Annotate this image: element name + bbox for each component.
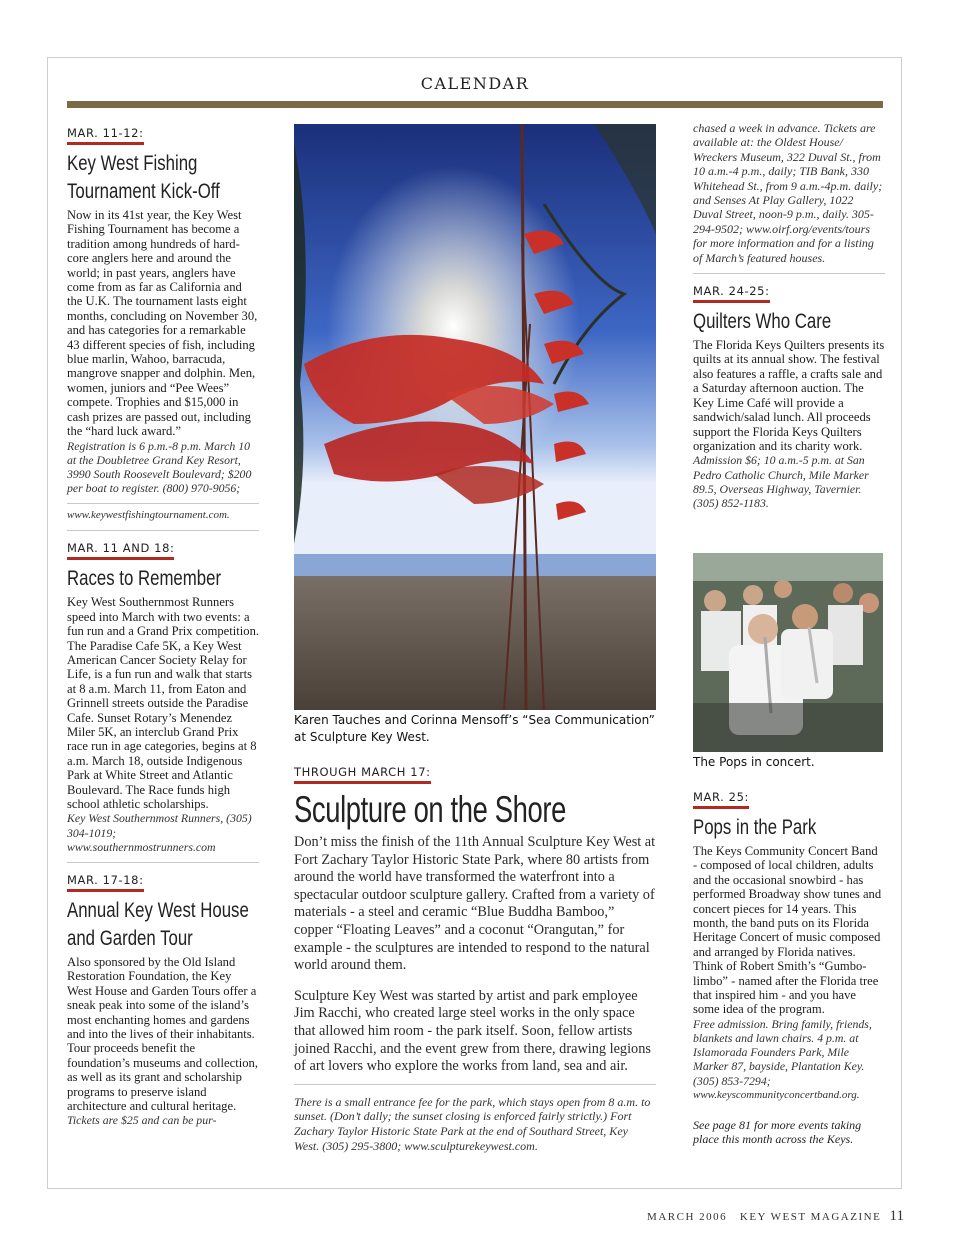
event-details: Tickets are $25 and can be pur-: [67, 1113, 217, 1128]
photo-caption: Karen Tauches and Corinna Mensoff’s “Sea Communication” at Sculpture Key West.: [294, 713, 655, 744]
event-date: MAR. 11-12:: [67, 126, 144, 145]
see-more-note: See page 81 for more events taking place this month across the Keys.: [693, 1117, 862, 1147]
event-url[interactable]: www.keywestfishingtournament.com.: [67, 509, 230, 522]
event-house-garden-tour: [67, 871, 259, 1128]
sculpture-photo-image: [294, 124, 656, 710]
event-pops: [693, 788, 885, 1102]
feature-paragraph: Sculpture Key West was started by artist and park employee Jim Racchi, who created large steel works in the only space that allowed him room - the park itself. Soon, fellow artists joined Racchi, and the event grew from there, drawing legions of art lovers who explore the works from land, sea and air.: [294, 987, 651, 1075]
event-body: The Florida Keys Quilters presents its quilts at its annual show. The festival also features a raffle, a crafts sale and a Saturday afternoon auction. The Key Lime Café will provide a sandwich/salad lunch. All proceeds support the Florida Keys Quilters organization and its charity work.: [693, 338, 885, 453]
photo-caption: The Pops in concert.: [693, 755, 815, 769]
feature-details: There is a small entrance fee for the park, which stays open from 8 a.m. to sunset. (Don’t dally; the sunset closing is enforced fairly strictly.) Fort Zachary Taylor Historic State Park at the end of Southard Street, Key West. (305) 295-3800; www.sculpturekeywest.com.: [294, 1094, 651, 1153]
event-title: Races to Remember: [67, 567, 222, 591]
continued-details: chased a week in advance. Tickets are available at: the Oldest House/ Wreckers Museum, 322 Duval St., from 10 a.m.-4 p.m., daily; TIB Bank, 330 Whitehead St., from 9 a.m.-4p.m. daily; and Senses At Play Gallery, 1022 Duval Street, noon-9 p.m., daily. 305-294-9502; www.oirf.org/events/tours for more information and for a listing of March’s featured houses.: [693, 121, 883, 265]
event-title: Key West Fishing Tournament Kick-Off: [67, 152, 220, 203]
event-date: MAR. 11 AND 18:: [67, 541, 174, 560]
sculpture-photo: [294, 124, 656, 710]
event-body: The Keys Community Concert Band - composed of local children, adults and the occasional snowbird - has performed Broadway show tunes and concert pieces for 14 years. This month, the band puts on its Florida Heritage Concert of music composed and arranged by Florida natives. Think of Robert Smith’s “Gumbo-limbo” - named after the Florida tree that inspired him - and you have some idea of the program.: [693, 844, 882, 1017]
event-races: [67, 539, 259, 854]
event-details: Admission $6; 10 a.m.-5 p.m. at San Pedro Catholic Church, Mile Marker 89.5, Overseas Highway, Tavernier. (305) 852-1183.: [693, 453, 869, 510]
event-quilters: [693, 282, 885, 510]
footer-magazine: KEY WEST MAGAZINE: [739, 1211, 882, 1223]
right-column-lower: [693, 754, 885, 1147]
feature-paragraph: Don’t miss the finish of the 11th Annual Sculpture Key West at Fort Zachary Taylor Historic State Park, where 80 artists from around the world have transformed the waterfront into a spectacular outdoor sculpture gallery. Crafted from a variety of materials - a steel and ceramic “Blue Buddha Bamboo,” copper “Floating Leaves” and a coconut “Orangutan,” for example - the sculptures are intended to respond to the natural world around them.: [294, 834, 656, 974]
pops-photo-image: [693, 553, 883, 752]
event-details: Free admission. Bring family, friends, blankets and lawn chairs. 4 p.m. at Islamorada Founders Park, Mile Marker 87, bayside, Plantation Key. (305) 853-7294;: [693, 1016, 872, 1088]
center-column: [294, 712, 656, 1153]
page-number: 11: [889, 1208, 904, 1224]
right-column: [693, 121, 885, 510]
feature-title: Sculpture on the Shore: [294, 789, 566, 830]
page-footer: [647, 1208, 904, 1225]
event-details: Key West Southernmost Runners, (305) 304-1019; www.southernmostrunners.com: [67, 811, 252, 854]
event-details: Registration is 6 p.m.-8 p.m. March 10 at the Doubletree Grand Key Resort, 3990 South Roosevelt Boulevard; $200 per boat to register. (800) 970-9056;: [67, 438, 252, 496]
event-fishing-tournament: [67, 124, 259, 522]
pops-photo: [693, 553, 883, 752]
event-body: Now in its 41st year, the Key West Fishing Tournament has become a tradition among hundreds of hard-core anglers here and around the world; in past years, anglers have come from as far as California and the U.K. The tournament lasts eight months, concluding on November 30, and has categories for a remarkable 43 different species of fish, including blue marlin, Wahoo, barracuda, mangrove snapper and dolphin. Men, women, juniors and “Pee Wees” compete. Trophies and $15,000 in cash prizes are passed out, including the “hard luck award.”: [67, 208, 258, 439]
event-title: Pops in the Park: [693, 816, 817, 839]
event-url[interactable]: www.keyscommunityconcertband.org.: [693, 1088, 860, 1101]
event-body: Also sponsored by the Old Island Restoration Foundation, the Key West House and Garden Tours offer a sneak peak into some of the island’s most enchanting homes and gardens and into the lives of their inhabitants. Tour proceeds benefit the foundation’s museums and collection, as well as its grant and scholarship programs to preserve island architecture and cultural heritage.: [67, 955, 258, 1114]
divider: [67, 530, 259, 531]
divider: [294, 1084, 656, 1085]
divider: [67, 862, 259, 863]
left-column: [67, 124, 259, 1128]
event-title: Quilters Who Care: [693, 310, 832, 334]
event-date: MAR. 25:: [693, 790, 749, 809]
event-body: Key West Southernmost Runners speed into March with two events: a fun run and a Grand Prix competition. The Paradise Cafe 5K, a Key West American Cancer Society Relay for Life, is a fun run and walk that starts at 8 a.m. March 11, from Eaton and Grinnell streets outside the Paradise Cafe. Sunset Rotary’s Menendez Miler 5K, an interclub Grand Prix race run in age categories, begins at 8 a.m. March 18, outside Indigenous Park at White Street and Atlantic Boulevard. The Race funds high school athletic scholarships.: [67, 595, 260, 811]
event-date: MAR. 17-18:: [67, 873, 144, 892]
footer-issue: MARCH 2006: [647, 1211, 728, 1223]
event-date: MAR. 24-25:: [693, 284, 770, 303]
divider: [67, 503, 259, 504]
header-rule: [67, 101, 883, 108]
event-date: THROUGH MARCH 17:: [294, 765, 431, 784]
divider: [693, 273, 885, 274]
event-title: Annual Key West House and Garden Tour: [67, 899, 249, 951]
section-header: CALENDAR: [420, 74, 530, 93]
